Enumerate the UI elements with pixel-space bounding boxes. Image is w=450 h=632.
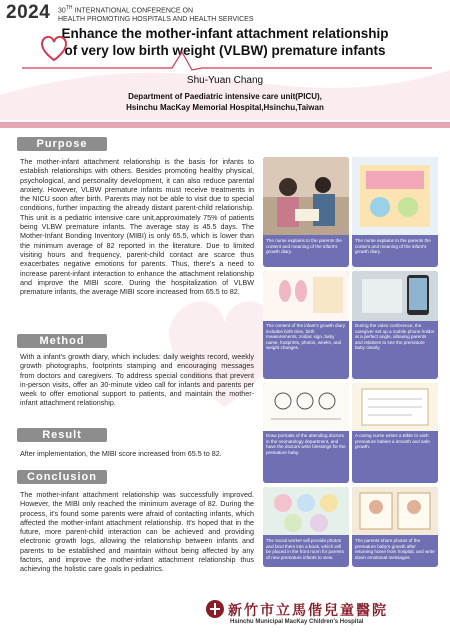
conference-line2: HEALTH PROMOTING HOSPITALS AND HEALTH SERVICES	[58, 15, 254, 23]
conference-name	[58, 4, 254, 24]
photo-growth-diary	[352, 157, 438, 235]
photo-nurse-explaining	[263, 157, 349, 235]
photo-parents-sharing	[352, 487, 438, 535]
photo-panel	[352, 383, 438, 483]
conference-ordinal-suffix: TH	[65, 5, 73, 11]
affiliation-line1: Department of Paediatric intensive care unit(PICU),	[128, 92, 322, 101]
title-line2: of very low birth weight (VLBW) premature infants	[64, 43, 386, 58]
photo-social-worker-book	[263, 487, 349, 535]
photo-panel	[263, 157, 349, 267]
photo-panel	[263, 383, 349, 483]
result-heading: Result	[17, 428, 107, 442]
photo-nurse-bible	[352, 383, 438, 431]
conference-ordinal: 30	[58, 7, 66, 15]
conference-line1: INTERNATIONAL CONFERENCE ON	[74, 7, 194, 15]
photo-caption: The nurse explains to the parents the content and meaning of the infant's growth diary.	[355, 238, 431, 255]
photo-doctor-portraits	[263, 383, 349, 431]
photo-caption: The parents share photos of the premature baby's growth after returning home from hospital, and write down emotional messages.	[355, 538, 435, 560]
photo-panel	[263, 271, 349, 379]
photo-panel	[352, 271, 438, 379]
photo-caption: The content of the infant's growth diary includes birth time, birth measurements, zodiac sign, baby name, footprints, photos, weeks, and weight changes.	[266, 323, 346, 351]
affiliation-line2: Hsinchu MacKay Memorial Hospital,Hsinchu,Taiwan	[126, 102, 324, 112]
photo-caption: During the video conference, the caregiver set up a mobile phone holder at a perfect angle, allowing parents and relatives to see the premature baby clearly.	[355, 323, 435, 351]
photo-caption: Draw portraits of the attending doctors in the neonatology department, and have the doctors write blessings for the premature baby.	[266, 433, 346, 455]
conclusion-text: The mother-infant attachment relationship was successfully improved. However, the MIBI only reached the minimum average of 82. During the process, it's found some parents were afraid of contacting infants, which affected the mother-infant attachment relationship. It's hoped that in the future, more parent-child interaction can be achieved and providing electronic growth logs, allowing the relationship between infants and parents to be established and maintain without being affected by any factors, and improve the mother-infant attachment relationship thus achieving the holistic care goals in pediatrics.	[20, 490, 254, 574]
hospital-logo	[205, 599, 225, 619]
conclusion-heading: Conclusion	[17, 470, 107, 484]
heartbeat-heart-icon	[22, 32, 432, 72]
photo-caption: A caring nurse writes a Bible to wish premature babies a smooth and safe growth.	[355, 433, 430, 450]
photo-panel	[352, 487, 438, 567]
purpose-text: The mother-infant attachment relationship is the basis for infants to establish relationships with others. Besides promoting healthy physical, psychological, and personality development, it can also reduce parental anxiety. However, VLBW premature infants must receive treatments in the NICU soon after birth. Parents may not be able to visit due to special conditions, further impacting the already distant parent-child relationship. This unit is a pediatric intensive care unit,approximately 75% of patients being VLBW premature infants. The average stay is 45.5 days. The Mother-Infant Bonding Inventory (MIBI) is only 65.5, which is lower than the minimum average of 82 reported in the literature. Due to limited visiting hours and frequency, parent-child contact are scarce thus exacerbates negative emotions for parents. Thus, there's a need to increase parent-infant interaction to enhance the attachment relationship and improve the MIBI score. During the hospitalization of VLBW premature infants, the average MIBI score increased from 65.5 to 82.	[20, 157, 254, 297]
hospital-name-en: Hsinchu Municipal MacKay Children's Hospital	[230, 619, 364, 625]
author-name: Shu-Yuan Chang	[186, 75, 264, 86]
photo-panel	[263, 487, 349, 567]
photo-panel	[352, 157, 438, 267]
affiliation	[0, 92, 450, 113]
title-line1: Enhance the mother-infant attachment relationship	[61, 26, 389, 41]
result-text: After implementation, the MIBI score increased from 65.5 to 82.	[20, 449, 222, 458]
hospital-name-zh: 新竹市立馬偕兒童醫院	[228, 603, 388, 619]
purpose-heading: Purpose	[17, 137, 107, 151]
photo-diary-contents	[263, 271, 349, 321]
method-heading: Method	[17, 334, 107, 348]
photo-caption: The social worker will provide photos and bind them into a book, which will be placed in the front room for parents of new premature infants to view.	[266, 538, 344, 560]
photo-caption: The nurse explains to the parents the content and meaning of the infant's growth diary.	[266, 238, 342, 255]
conference-year: 2024	[6, 2, 51, 23]
method-text: With a infant's growth diary, which includes: daily weights record, weekly growth photographs, footprints stamping and encouraging messages from doctors and caregivers. To address special conditions that prevent in-person visits, offer an 30-minute video call for infants and parents per week to offer emotional support to patients, and maintain the mother-infant attachment relationship.	[20, 352, 254, 408]
photo-video-call	[352, 271, 438, 321]
poster-header	[0, 0, 450, 122]
header-divider	[0, 122, 450, 128]
